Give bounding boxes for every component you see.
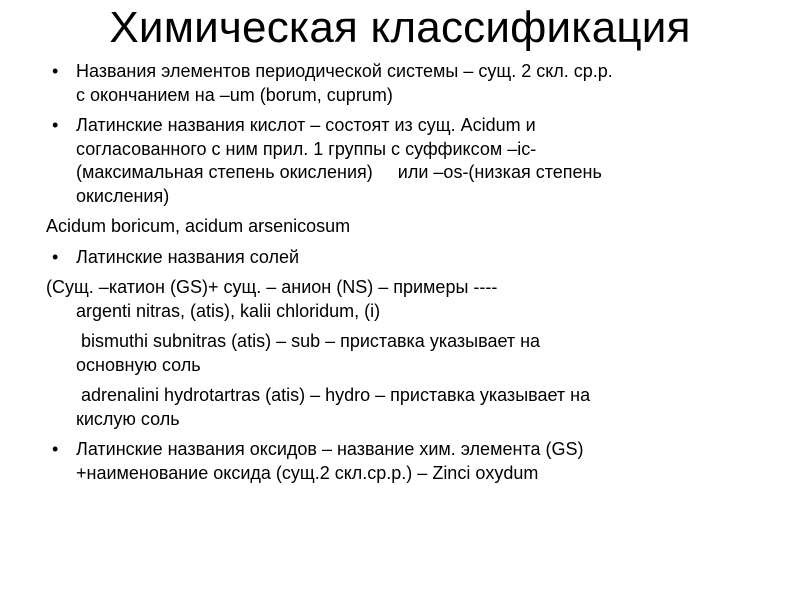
bullet-text-line: Латинские названия кислот – состоят из сущ. Acidum и (76, 115, 536, 135)
plain-text-line: adrenalini hydrotartras (atis) – hydro – приставка указывает на (76, 385, 591, 405)
plain-text-line: argenti nitras, (atis), kalii chloridum, (i) (76, 300, 381, 321)
bullet-icon: • (52, 246, 59, 267)
bullet-icon: • (52, 61, 59, 81)
slide-content (46, 60, 776, 492)
bullet-text-line: Латинские названия оксидов – название хим. элемента (GS) (76, 439, 584, 459)
bullet-item-salt-names (46, 246, 776, 270)
plain-text-salt-examples (46, 276, 776, 431)
bullet-icon: • (52, 115, 59, 135)
bullet-item-element-names (46, 60, 776, 107)
plain-text-line: Acidum boricum, acidum arsenicosum (46, 216, 351, 236)
bullet-text-line: (максимальная степень окисления) или –os-(низкая степень (76, 162, 602, 182)
plain-text-line: bismuthi subnitras (atis) – sub – приставка указывает на (76, 331, 541, 351)
slide-title: Химическая классификация (109, 3, 691, 52)
plain-text-line: основную соль (76, 354, 201, 375)
bullet-text-line: Латинские названия солей (76, 246, 300, 267)
bullet-text-line: окисления) (76, 185, 170, 206)
bullet-text-line: +наименование оксида (сущ.2 скл.ср.р.) – Zinci oxydum (76, 462, 539, 483)
plain-text-line: кислую соль (76, 408, 180, 429)
bullet-icon: • (52, 439, 59, 459)
plain-text-acid-examples (46, 215, 776, 239)
bullet-text-line: Названия элементов периодической системы – сущ. 2 скл. ср.р. (76, 61, 613, 81)
bullet-text-line: с окончанием на –um (borum, cuprum) (76, 84, 393, 105)
plain-text-line: (Сущ. –катион (GS)+ сущ. – анион (NS) – примеры ---- (46, 277, 498, 297)
bullet-item-acid-names (46, 114, 776, 208)
bullet-item-oxide-names (46, 438, 776, 485)
bullet-text-line: согласованного с ним прил. 1 группы с суффиксом –ic- (76, 138, 537, 159)
